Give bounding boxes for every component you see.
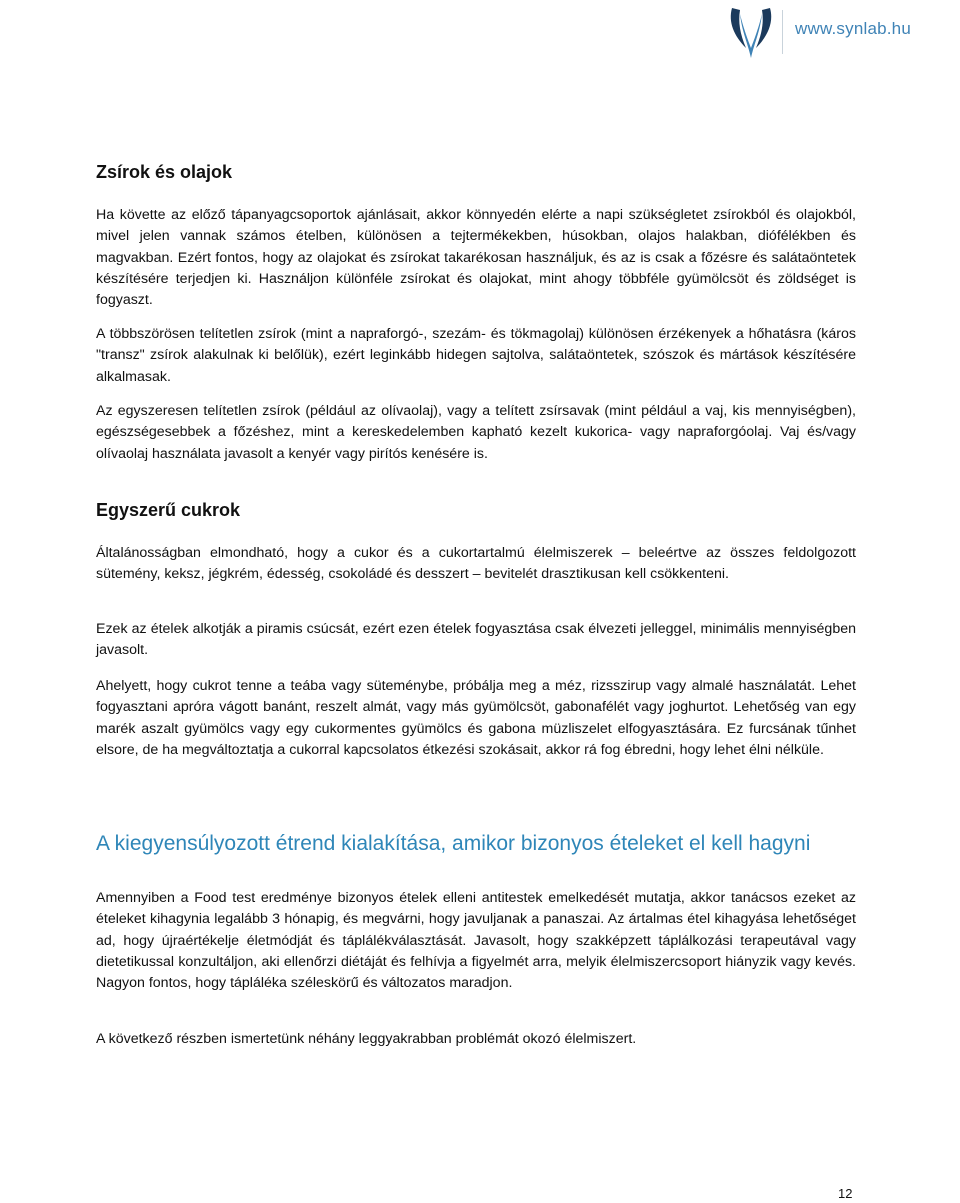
paragraph: Általánosságban elmondható, hogy a cukor és a cukortartalmú élelmiszerek – beleértve az összes feldolgozott sütemény, keksz, jégkrém, édesség, csokoládé és desszert – bevitelét drasztikusan kell csökkenteni. [96,545,856,583]
section-heading-sugars: Egyszerű cukrok [96,500,241,520]
paragraph: A többszörösen telítetlen zsírok (mint a napraforgó-, szezám- és tökmagolaj) különösen érzékenyek a hőhatásra (káros "transz" zsírok alakulnak ki belőlük), ezért leginkább hidegen sajtolva, salátaöntetek, szószok és mártások készítésére alkalmasak. [96,326,856,385]
paragraph: Ahelyett, hogy cukrot tenne a teába vagy süteménybe, próbálja meg a méz, rizsszirup vagy almalé használatát. Lehet fogyasztani apróra vágott banánt, reszelt almát, vagy más gyümölcsöt, gabonafélét vagy joghurtot. Lehetőség van egy marék aszalt gyümölcs vagy egy cukormentes gyümölcs és gabona müzliszelet elfogyasztására. Ez furcsának tűnhet elsore, de ha megváltoztatja a cukorral kapcsolatos étkezési szokásait, akkor rá fog ébredni, hogy lehet élni nélküle. [96,678,856,758]
paragraph: Ha követte az előző tápanyagcsoportok ajánlásait, akkor könnyedén elérte a napi szükségletet zsírokból és olajokból, mivel jelen vannak számos ételben, különösen a tejtermékekben, húsokban, olajos halakban, diófélékben és magvakban. Ezért fontos, hogy az olajokat és zsírokat takarékosan használjuk, és az is csak a főzésre és salátaöntetek készítésére terjedjen ki. Használjon különféle zsírokat és olajokat, mint ahogy többféle gyümölcsöt és zöldséget is fogyaszt. [96,207,856,309]
logo-url: www.synlab.hu [795,19,911,38]
paragraph: Ezek az ételek alkotják a piramis csúcsát, ezért ezen ételek fogyasztása csak élvezeti jelleggel, minimális mennyiségben javasolt. [96,621,856,659]
synlab-wave-logo-icon [726,4,776,60]
paragraph: Amennyiben a Food test eredménye bizonyos ételek elleni antitestek emelkedését mutatja, akkor tanácsos ezeket az ételeket kihagynia legalább 3 hónapig, és megvárni, hogy javuljanak a panaszai. Az ártalmas étel kihagyása lehetőséget ad, hogy újraértékelje életmódját és táplálékválasztását. Javasolt, hogy szakképzett táplálkozási terapeutával vagy dietetikussal konzultáljon, aki ellenőrzi diétáját és felhívja a figyelmét arra, melyik élelmiszercsoport hiányzik vagy kevés. Nagyon fontos, hogy tápláléka széleskörű és változatos maradjon. [96,890,856,992]
paragraph: A következő részben ismertetünk néhány leggyakrabban problémát okozó élelmiszert. [96,1031,637,1047]
logo-divider [782,10,783,54]
page-number: 12 [838,1186,853,1201]
paragraph: Az egyszeresen telítetlen zsírok (például az olívaolaj), vagy a telített zsírsavak (mint például a vaj, kis mennyiségben), egészségesebbek a főzéshez, mint a kereskedelemben kapható kezelt kukorica- vagy napraforgóolaj. Vaj és/vagy olívaolaj használata javasolt a kenyér vagy pirítós kenésére is. [96,403,856,462]
section-heading-fats: Zsírok és olajok [96,162,233,182]
section-heading-balanced-diet: A kiegyensúlyozott étrend kialakítása, amikor bizonyos ételeket el kell hagyni [96,832,811,855]
header-logo [726,4,911,60]
